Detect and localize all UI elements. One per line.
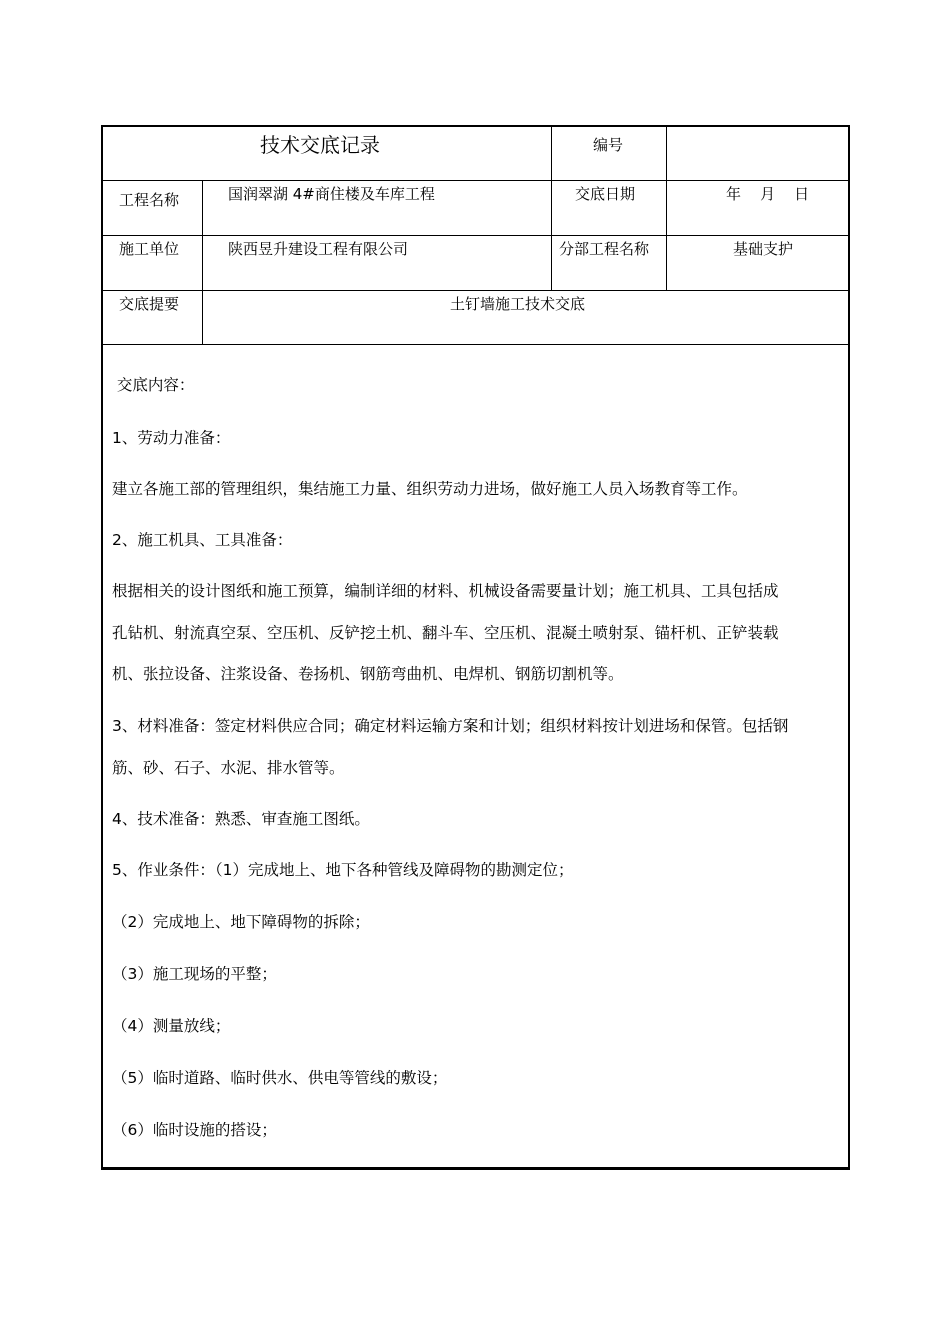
content-line: （4）测量放线； bbox=[112, 1017, 231, 1035]
content-line: （5）临时道路、临时供水、供电等管线的敷设； bbox=[112, 1069, 448, 1087]
project-name-label: 工程名称 bbox=[119, 191, 180, 209]
summary-label: 交底提要 bbox=[119, 295, 180, 313]
content-heading: 交底内容： bbox=[112, 376, 195, 394]
subproject-value: 基础支护 bbox=[733, 240, 794, 258]
unit-label: 施工单位 bbox=[119, 240, 180, 258]
row-divider bbox=[103, 344, 848, 345]
content-line: 孔钻机、射流真空泵、空压机、反铲挖土机、翻斗车、空压机、混凝土喷射泵、锚杆机、正铲装载 bbox=[112, 624, 779, 642]
content-line: 5、作业条件：（1）完成地上、地下各种管线及障碍物的勘测定位； bbox=[112, 861, 574, 879]
content-line: 2、施工机具、工具准备： bbox=[112, 531, 293, 549]
disclosure-form-table bbox=[101, 125, 850, 1170]
content-line: 根据相关的设计图纸和施工预算，编制详细的材料、机械设备需要量计划；施工机具、工具包括成 bbox=[112, 582, 779, 600]
number-label: 编号 bbox=[593, 136, 624, 154]
project-name-value: 国润翠湖 4#商住楼及车库工程 bbox=[228, 185, 435, 203]
subproject-label: 分部工程名称 bbox=[559, 240, 650, 258]
row-divider bbox=[103, 235, 848, 236]
content-line: 1、劳动力准备： bbox=[112, 429, 231, 447]
content-line: 机、张拉设备、注浆设备、卷扬机、钢筋弯曲机、电焊机、钢筋切割机等。 bbox=[112, 665, 624, 683]
column-divider bbox=[551, 127, 552, 290]
form-title: 技术交底记录 bbox=[260, 133, 380, 157]
row-divider bbox=[103, 180, 848, 181]
content-line: （2）完成地上、地下障碍物的拆除； bbox=[112, 913, 370, 931]
content-line: （3）施工现场的平整； bbox=[112, 965, 277, 983]
content-line: （6）临时设施的搭设； bbox=[112, 1121, 277, 1139]
date-label: 交底日期 bbox=[575, 185, 636, 203]
column-divider bbox=[666, 127, 667, 290]
content-line: 3、材料准备：签定材料供应合同；确定材料运输方案和计划；组织材料按计划进场和保管。包括钢 bbox=[112, 717, 789, 735]
date-value: 年 月 日 bbox=[726, 185, 810, 203]
content-line: 筋、砂、石子、水泥、排水管等。 bbox=[112, 759, 345, 777]
row-divider bbox=[103, 290, 848, 291]
column-divider bbox=[202, 180, 203, 344]
summary-value: 土钉墙施工技术交底 bbox=[450, 295, 586, 313]
unit-value: 陕西昱升建设工程有限公司 bbox=[228, 240, 409, 258]
content-line: 4、技术准备：熟悉、审查施工图纸。 bbox=[112, 810, 370, 828]
content-line: 建立各施工部的管理组织，集结施工力量、组织劳动力进场，做好施工人员入场教育等工作。 bbox=[112, 480, 748, 498]
